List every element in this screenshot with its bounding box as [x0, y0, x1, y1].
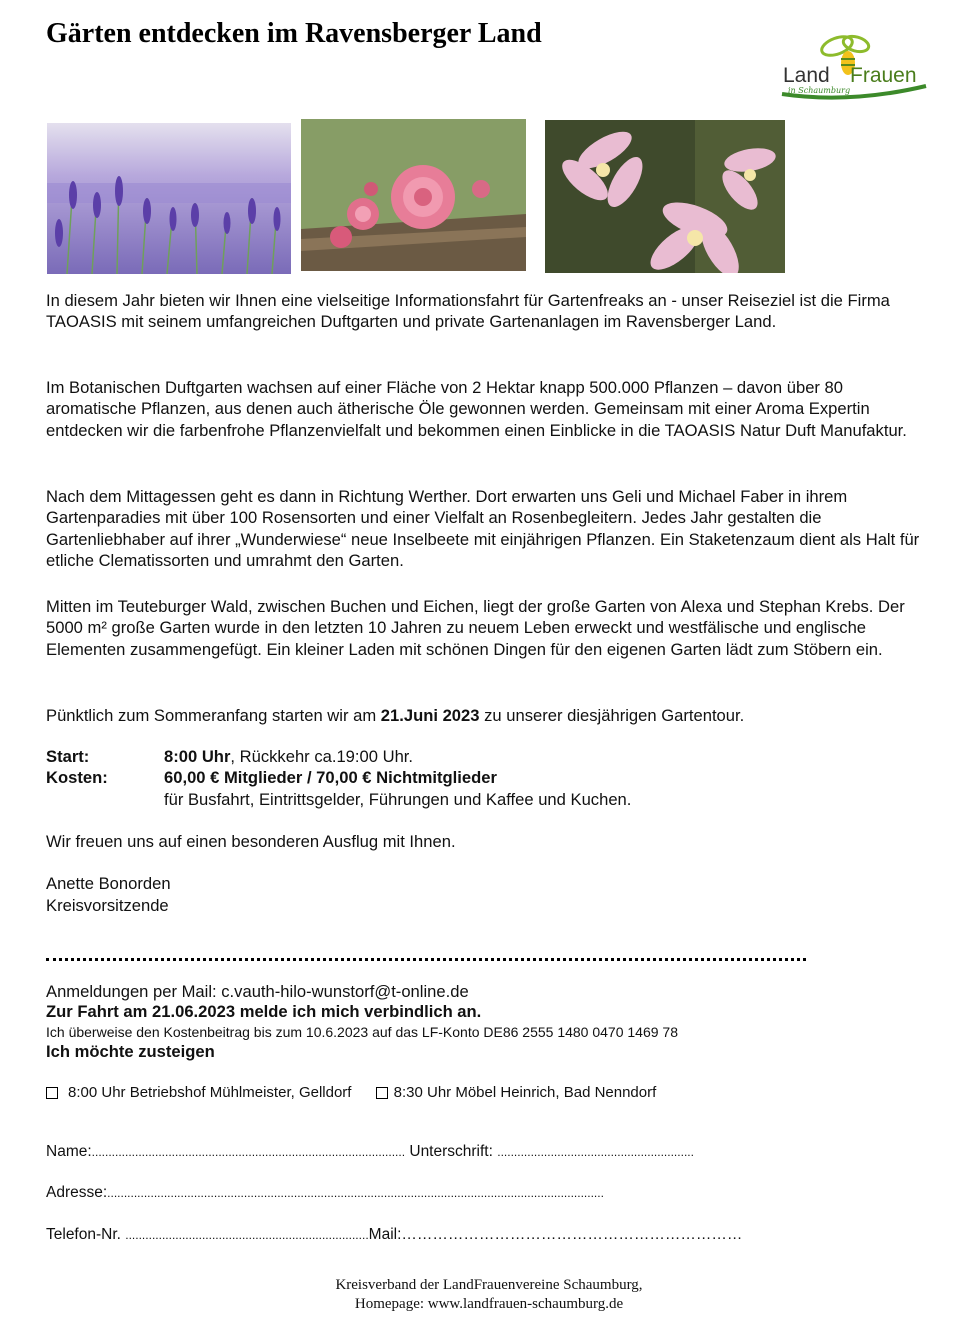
mail-label: Mail: [368, 1226, 402, 1243]
cost-row [46, 767, 497, 788]
transfer-line: Ich überweise den Kostenbeitrag bis zum 10.6.2023 auf das LF-Konto DE86 2555 1480 0470 1469 78 [46, 1024, 679, 1040]
svg-text:in Schaumburg: in Schaumburg [788, 86, 851, 95]
start-time: 8:00 Uhr [164, 747, 231, 766]
date-paragraph: Pünktlich zum Sommeranfang starten wir am 21.Juni 2023 zu unserer diesjährigen Gartentour. [46, 706, 745, 725]
cost-detail: für Busfahrt, Eintrittsgelder, Führungen und Kaffee und Kuchen. [164, 790, 632, 809]
signer-role: Kreisvorsitzende [46, 896, 169, 915]
phone-field[interactable]: ......................................................................... [125, 1228, 369, 1242]
start-label: Start: [46, 747, 90, 766]
registration-mail-line: Anmeldungen per Mail: c.vauth-hilo-wunstorf@t-online.de [46, 982, 469, 1001]
intro-paragraph: In diesem Jahr bieten wir Ihnen eine vielseitige Informationsfahrt für Gartenfreaks an - unser Reiseziel ist die Firma TAOASIS mit seinem umfangreichen Duftgarten und private Gartenanlagen im Ravensberger Land. [46, 291, 890, 332]
trip-date: 21.Juni 2023 [380, 706, 480, 725]
svg-text:Frauen: Frauen [850, 64, 917, 87]
address-line [46, 1184, 604, 1202]
start-row: Start: 8:00 Uhr, Rückkehr ca.19:00 Uhr. [46, 747, 414, 766]
signature-label: Unterschrift: [405, 1143, 498, 1160]
cost-value: 60,00 € Mitglieder / 70,00 € Nichtmitglieder [164, 768, 497, 787]
duftgarten-paragraph: Im Botanischen Duftgarten wachsen auf einer Fläche von 2 Hektar knapp 500.000 Pflanzen – davon über 80 aromatische Pflanzen, aus denen auch ätherische Öle gewonnen werden. Gemeinsam mit einer Aroma Expertin entdecken wir die farbenfrohe Pflanzenvielfalt und bekommen einen Einblicke in die TAOASIS Natur Duft Manufaktur. [46, 378, 907, 440]
bee-logo-icon [780, 30, 930, 106]
werther-paragraph: Nach dem Mittagessen geht es dann in Richtung Werther. Dort erwarten uns Geli und Michael Faber in ihrem Gartenparadies mit über 100 Rosensorten und einer Vielfalt an Rosenbegleitern. Jedes Jahr gestalten die Gartenliebhaber auf ihrer „Wunderwiese“ neue Inselbeete mit einjährigen Pflanzen. Ein Staketenzaum dient als Halt für etliche Clematissorten und umrahmt den Garten. [46, 487, 920, 571]
name-signature-line [46, 1143, 694, 1161]
footer-org: Kreisverband der LandFrauenvereine Schaumburg, [335, 1277, 643, 1293]
svg-text:Land: Land [783, 64, 830, 87]
pickup-options [46, 1084, 656, 1103]
registration-trip-line: Zur Fahrt am 21.06.2023 melde ich mich verbindlich an. [46, 1002, 482, 1021]
page-title: Gärten entdecken im Ravensberger Land [46, 18, 542, 49]
phone-label: Telefon-Nr. [46, 1226, 126, 1243]
signer-name: Anette Bonorden [46, 874, 171, 893]
closing-text: Wir freuen uns auf einen besonderen Ausflug mit Ihnen. [46, 832, 456, 851]
lavender-field-photo [47, 123, 291, 274]
cut-divider [46, 958, 806, 961]
phone-mail-line [46, 1226, 742, 1244]
name-label: Name: [46, 1143, 92, 1160]
mail-field[interactable]: ………………………………………………………… [401, 1226, 743, 1243]
checkbox-icon[interactable] [376, 1087, 388, 1099]
cost-label: Kosten: [46, 768, 108, 787]
address-label: Adresse: [46, 1184, 108, 1201]
signature-field[interactable]: ........................................................... [497, 1145, 694, 1159]
pickup-option-bad-nenndorf[interactable]: 8:30 Uhr Möbel Heinrich, Bad Nenndorf [376, 1084, 657, 1101]
join-heading: Ich möchte zusteigen [46, 1042, 215, 1061]
footer-homepage: Homepage: www.landfrauen-schaumburg.de [354, 1296, 624, 1312]
landfrauen-logo [780, 30, 930, 106]
clematis-photo [545, 120, 785, 273]
checkbox-icon[interactable] [46, 1087, 58, 1099]
roses-photo [301, 119, 526, 271]
pickup-option-gelldorf[interactable]: 8:00 Uhr Betriebshof Mühlmeister, Gelldorf [46, 1084, 351, 1101]
teutoburger-paragraph: Mitten im Teuteburger Wald, zwischen Buchen und Eichen, liegt der große Garten von Alexa und Stephan Krebs. Der 5000 m² große Garten wurde in den letzten 10 Jahren zu neuem Leben erweckt und westfälische und englische Elementen zusammengefügt. Ein kleiner Laden mit schönen Dingen für den eigenen Garten lädt zum Stöbern ein. [46, 597, 905, 659]
name-field[interactable]: .............................................................................................. [91, 1145, 406, 1159]
address-field[interactable]: ..................................................................................................................................................... [107, 1186, 604, 1200]
